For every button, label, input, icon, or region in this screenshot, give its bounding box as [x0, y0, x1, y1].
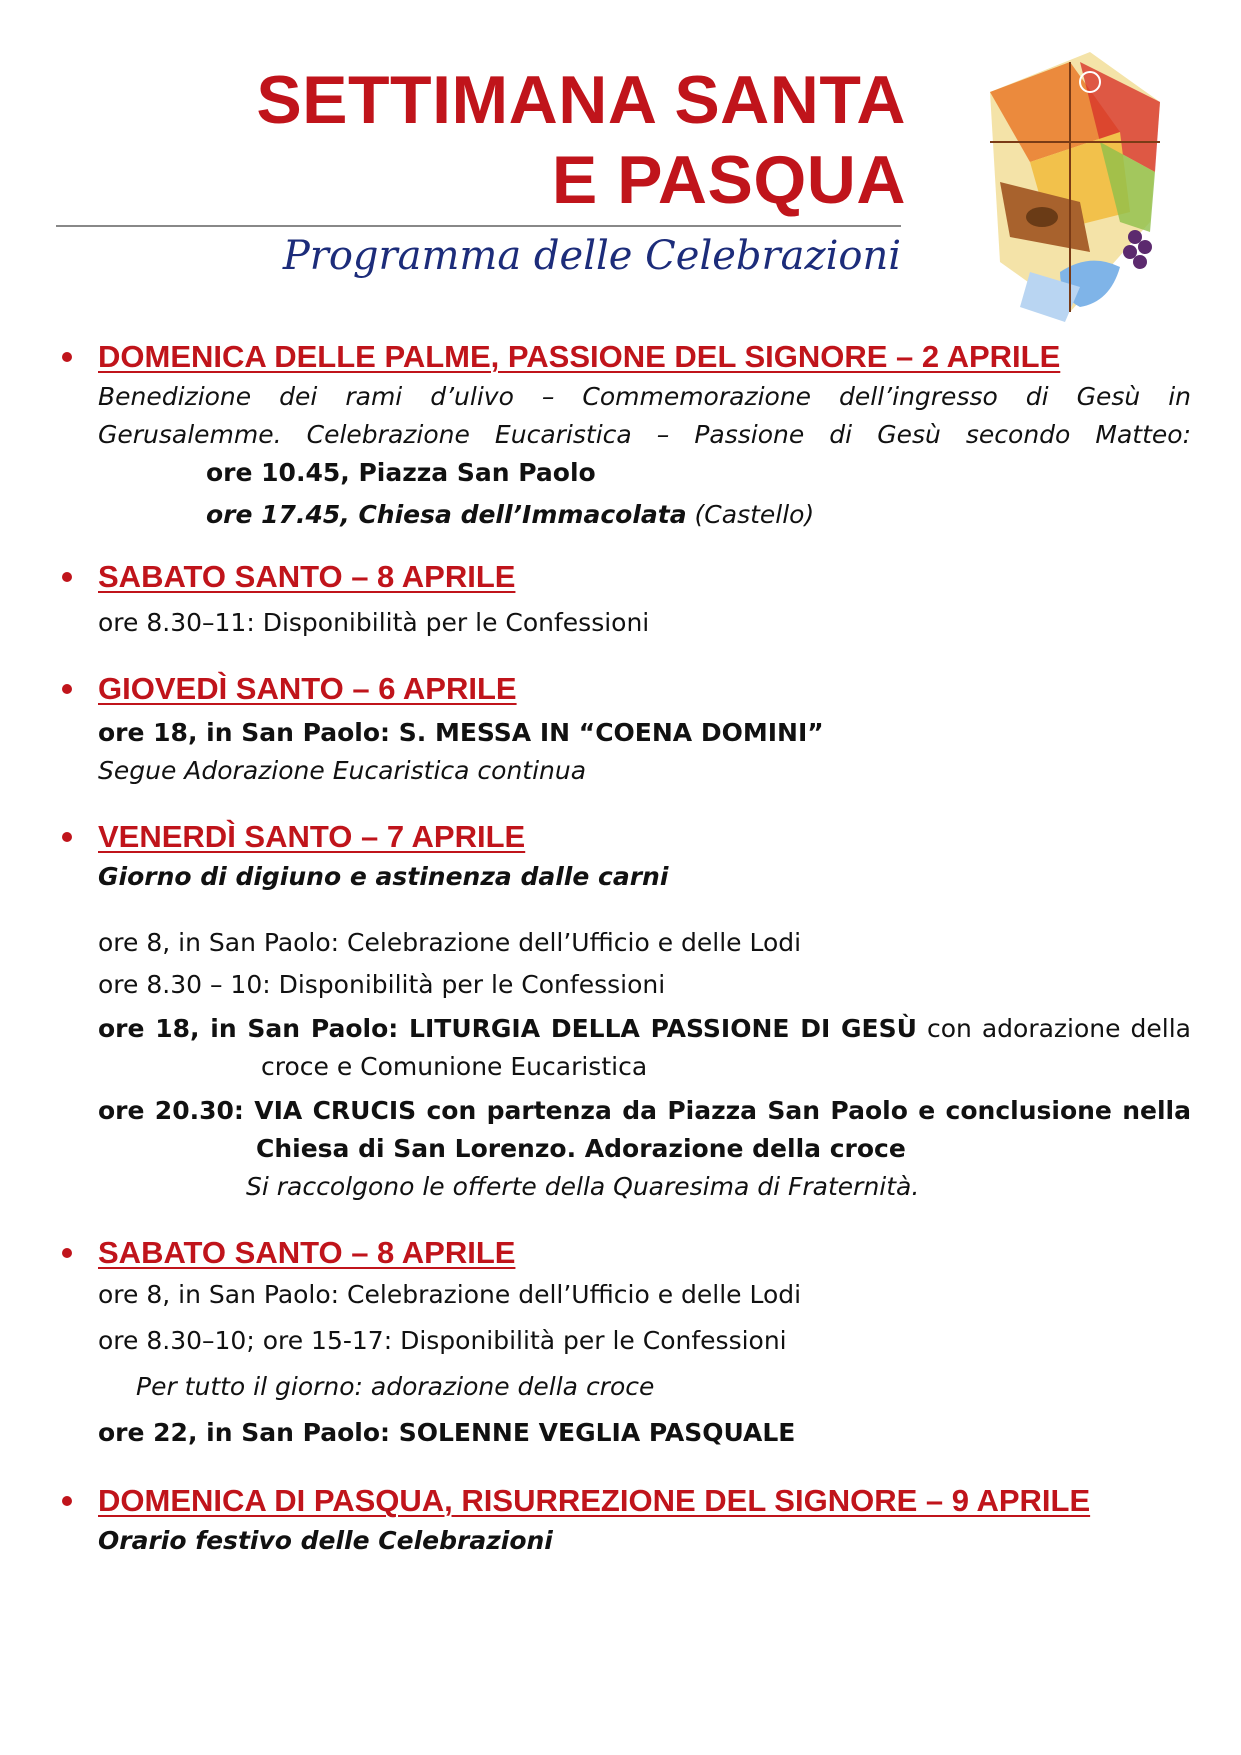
schedule-line: ore 18, in San Paolo: LITURGIA DELLA PASSIONE DI GESÙ con adorazione della [98, 1014, 1191, 1043]
section-heading: VENERDÌ SANTO – 7 APRILE [56, 816, 1191, 858]
page-title-line2: E PASQUA [551, 142, 906, 218]
section-good-friday [56, 816, 1191, 1206]
title-block [56, 60, 906, 220]
bullet-icon [62, 1496, 72, 1506]
section-holy-thursday [56, 668, 1191, 790]
section-heading: DOMENICA DELLE PALME, PASSIONE DEL SIGNORE – 2 APRILE [56, 336, 1191, 378]
schedule-time: ore 10.45, Piazza San Paolo [206, 458, 596, 487]
section-heading: SABATO SANTO – 8 APRILE [56, 1232, 1191, 1274]
section-description: Benedizione dei rami d’ulivo – Commemorazione dell’ingresso di Gesù in [98, 382, 1191, 411]
section-note: Orario festivo delle Celebrazioni [98, 1526, 553, 1555]
schedule-line: ore 20.30: VIA CRUCIS con partenza da Piazza San Paolo e conclusione nella [98, 1096, 1191, 1125]
section-holy-saturday [56, 1232, 1191, 1452]
schedule-line: Si raccolgono le offerte della Quaresima di Fraternità. [246, 1172, 920, 1201]
schedule-line-continued: Chiesa di San Lorenzo. Adorazione della croce [256, 1134, 906, 1163]
bullet-icon [62, 684, 72, 694]
section-holy-saturday-confessions [56, 556, 1191, 642]
page-subtitle: Programma delle Celebrazioni [282, 233, 901, 279]
schedule-time: ore 17.45, Chiesa dell’Immacolata (Castello) [206, 500, 815, 529]
bullet-icon [62, 572, 72, 582]
schedule-line: ore 8.30–11: Disponibilità per le Confessioni [98, 608, 650, 637]
section-heading: DOMENICA DI PASQUA, RISURREZIONE DEL SIGNORE – 9 APRILE [56, 1480, 1191, 1522]
schedule-line: ore 22, in San Paolo: SOLENNE VEGLIA PASQUALE [98, 1418, 796, 1447]
section-heading: GIOVEDÌ SANTO – 6 APRILE [56, 668, 1191, 710]
section-palm-sunday [56, 336, 1191, 534]
schedule [56, 336, 1191, 1560]
section-note: Giorno di digiuno e astinenza dalle carni [98, 862, 669, 891]
schedule-line: ore 8.30–10; ore 15-17: Disponibilità per le Confessioni [98, 1326, 787, 1355]
schedule-line: ore 18, in San Paolo: S. MESSA IN “COENA DOMINI” [98, 718, 824, 747]
page-title-line1: SETTIMANA SANTA [256, 62, 906, 138]
bullet-icon [62, 352, 72, 362]
schedule-line-continued: croce e Comunione Eucaristica [261, 1052, 648, 1081]
schedule-line: ore 8.30 – 10: Disponibilità per le Confessioni [98, 970, 666, 999]
schedule-line: ore 8, in San Paolo: Celebrazione dell’Ufficio e delle Lodi [98, 1280, 802, 1309]
schedule-line: Per tutto il giorno: adorazione della croce [136, 1372, 655, 1401]
title-divider [56, 225, 901, 227]
section-easter-sunday [56, 1480, 1191, 1560]
schedule-line: Segue Adorazione Eucaristica continua [98, 756, 587, 785]
section-heading: SABATO SANTO – 8 APRILE [56, 556, 1191, 598]
bullet-icon [62, 832, 72, 842]
easter-artwork [970, 22, 1172, 328]
schedule-line: ore 8, in San Paolo: Celebrazione dell’Ufficio e delle Lodi [98, 928, 802, 957]
section-description: Gerusalemme. Celebrazione Eucaristica – Passione di Gesù secondo Matteo: [98, 420, 1191, 449]
bullet-icon [62, 1248, 72, 1258]
